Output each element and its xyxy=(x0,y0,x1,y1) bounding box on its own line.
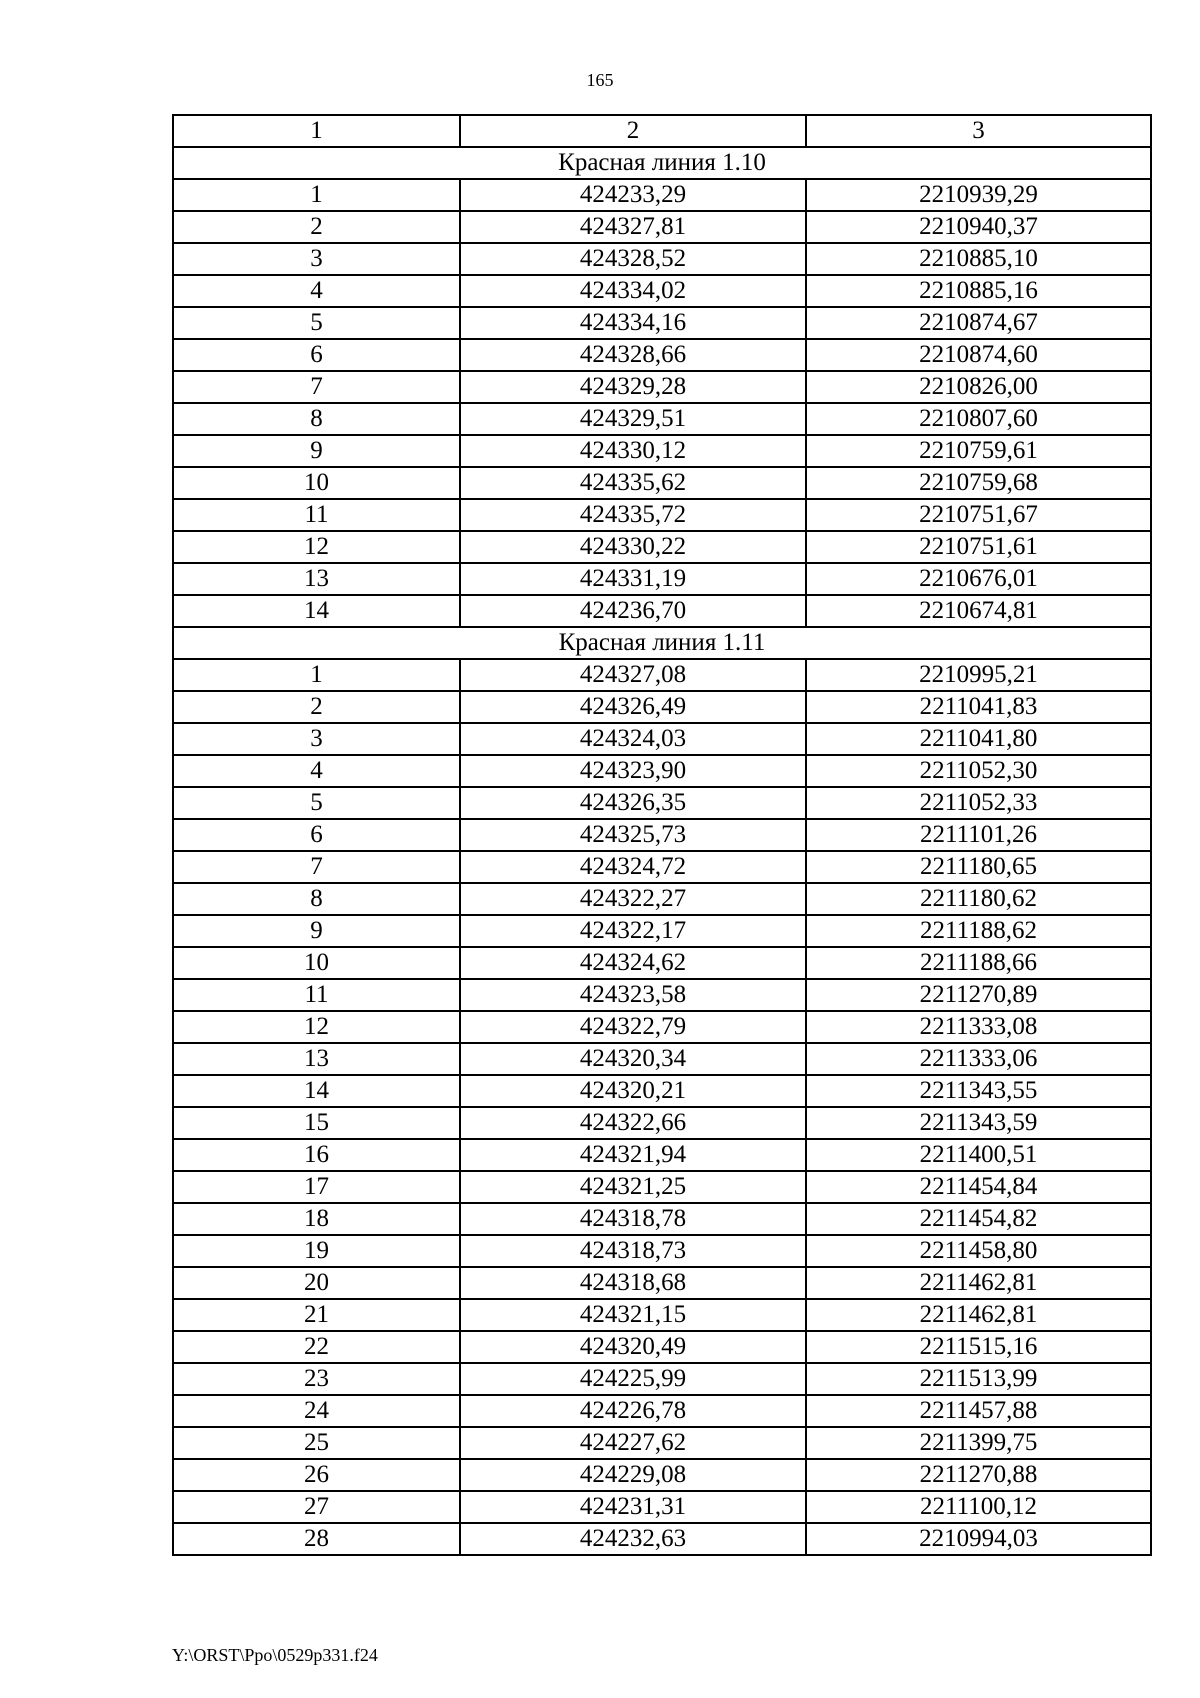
column-header: 2 xyxy=(460,115,806,147)
section-title-row xyxy=(173,147,1151,179)
x-coordinate-cell: 424324,72 xyxy=(460,851,806,883)
table-row xyxy=(173,595,1151,627)
point-number-cell: 16 xyxy=(173,1139,460,1171)
x-coordinate-cell: 424320,21 xyxy=(460,1075,806,1107)
y-coordinate-cell: 2211454,82 xyxy=(806,1203,1151,1235)
y-coordinate-cell: 2211462,81 xyxy=(806,1267,1151,1299)
table-row xyxy=(173,1235,1151,1267)
x-coordinate-cell: 424322,27 xyxy=(460,883,806,915)
x-coordinate-cell: 424320,34 xyxy=(460,1043,806,1075)
y-coordinate-cell: 2211041,80 xyxy=(806,723,1151,755)
y-coordinate-cell: 2210674,81 xyxy=(806,595,1151,627)
point-number-cell: 1 xyxy=(173,659,460,691)
y-coordinate-cell: 2210759,68 xyxy=(806,467,1151,499)
table-row xyxy=(173,179,1151,211)
table-row xyxy=(173,531,1151,563)
x-coordinate-cell: 424334,16 xyxy=(460,307,806,339)
y-coordinate-cell: 2211462,81 xyxy=(806,1299,1151,1331)
table-row xyxy=(173,915,1151,947)
y-coordinate-cell: 2210751,61 xyxy=(806,531,1151,563)
table-header-row xyxy=(173,115,1151,147)
table-row xyxy=(173,1267,1151,1299)
table-row xyxy=(173,499,1151,531)
coordinates-table xyxy=(172,114,1152,1556)
table-row xyxy=(173,947,1151,979)
y-coordinate-cell: 2211180,65 xyxy=(806,851,1151,883)
x-coordinate-cell: 424323,58 xyxy=(460,979,806,1011)
y-coordinate-cell: 2211515,16 xyxy=(806,1331,1151,1363)
table-row xyxy=(173,339,1151,371)
point-number-cell: 2 xyxy=(173,691,460,723)
x-coordinate-cell: 424318,73 xyxy=(460,1235,806,1267)
x-coordinate-cell: 424325,73 xyxy=(460,819,806,851)
column-header: 1 xyxy=(173,115,460,147)
table-row xyxy=(173,403,1151,435)
point-number-cell: 2 xyxy=(173,211,460,243)
table-row xyxy=(173,1299,1151,1331)
y-coordinate-cell: 2210874,67 xyxy=(806,307,1151,339)
y-coordinate-cell: 2211343,55 xyxy=(806,1075,1151,1107)
point-number-cell: 25 xyxy=(173,1427,460,1459)
table-row xyxy=(173,307,1151,339)
table-row xyxy=(173,1331,1151,1363)
table-row xyxy=(173,883,1151,915)
table-row xyxy=(173,659,1151,691)
y-coordinate-cell: 2210826,00 xyxy=(806,371,1151,403)
y-coordinate-cell: 2211100,12 xyxy=(806,1491,1151,1523)
x-coordinate-cell: 424320,49 xyxy=(460,1331,806,1363)
point-number-cell: 23 xyxy=(173,1363,460,1395)
table-row xyxy=(173,1043,1151,1075)
y-coordinate-cell: 2210940,37 xyxy=(806,211,1151,243)
y-coordinate-cell: 2210995,21 xyxy=(806,659,1151,691)
x-coordinate-cell: 424322,17 xyxy=(460,915,806,947)
point-number-cell: 14 xyxy=(173,595,460,627)
x-coordinate-cell: 424334,02 xyxy=(460,275,806,307)
x-coordinate-cell: 424330,12 xyxy=(460,435,806,467)
point-number-cell: 20 xyxy=(173,1267,460,1299)
table-row xyxy=(173,1395,1151,1427)
point-number-cell: 11 xyxy=(173,499,460,531)
y-coordinate-cell: 2210885,10 xyxy=(806,243,1151,275)
table-row xyxy=(173,275,1151,307)
y-coordinate-cell: 2211458,80 xyxy=(806,1235,1151,1267)
x-coordinate-cell: 424329,51 xyxy=(460,403,806,435)
page-number: 165 xyxy=(586,70,614,90)
point-number-cell: 3 xyxy=(173,243,460,275)
x-coordinate-cell: 424226,78 xyxy=(460,1395,806,1427)
point-number-cell: 4 xyxy=(173,275,460,307)
point-number-cell: 1 xyxy=(173,179,460,211)
x-coordinate-cell: 424323,90 xyxy=(460,755,806,787)
point-number-cell: 5 xyxy=(173,307,460,339)
table-body xyxy=(173,115,1151,1555)
y-coordinate-cell: 2211399,75 xyxy=(806,1427,1151,1459)
y-coordinate-cell: 2210807,60 xyxy=(806,403,1151,435)
x-coordinate-cell: 424318,68 xyxy=(460,1267,806,1299)
table-row xyxy=(173,371,1151,403)
point-number-cell: 10 xyxy=(173,947,460,979)
point-number-cell: 26 xyxy=(173,1459,460,1491)
point-number-cell: 6 xyxy=(173,339,460,371)
x-coordinate-cell: 424327,08 xyxy=(460,659,806,691)
table-row xyxy=(173,723,1151,755)
y-coordinate-cell: 2211343,59 xyxy=(806,1107,1151,1139)
section-title: Красная линия 1.10 xyxy=(173,147,1151,179)
y-coordinate-cell: 2211333,06 xyxy=(806,1043,1151,1075)
point-number-cell: 18 xyxy=(173,1203,460,1235)
x-coordinate-cell: 424324,62 xyxy=(460,947,806,979)
x-coordinate-cell: 424236,70 xyxy=(460,595,806,627)
y-coordinate-cell: 2211270,88 xyxy=(806,1459,1151,1491)
point-number-cell: 8 xyxy=(173,403,460,435)
table-row xyxy=(173,435,1151,467)
point-number-cell: 4 xyxy=(173,755,460,787)
x-coordinate-cell: 424330,22 xyxy=(460,531,806,563)
x-coordinate-cell: 424227,62 xyxy=(460,1427,806,1459)
x-coordinate-cell: 424331,19 xyxy=(460,563,806,595)
y-coordinate-cell: 2211052,30 xyxy=(806,755,1151,787)
x-coordinate-cell: 424322,79 xyxy=(460,1011,806,1043)
table-row xyxy=(173,755,1151,787)
y-coordinate-cell: 2211333,08 xyxy=(806,1011,1151,1043)
point-number-cell: 11 xyxy=(173,979,460,1011)
y-coordinate-cell: 2211041,83 xyxy=(806,691,1151,723)
y-coordinate-cell: 2211457,88 xyxy=(806,1395,1151,1427)
point-number-cell: 9 xyxy=(173,435,460,467)
x-coordinate-cell: 424321,25 xyxy=(460,1171,806,1203)
table-row xyxy=(173,1011,1151,1043)
point-number-cell: 10 xyxy=(173,467,460,499)
y-coordinate-cell: 2210874,60 xyxy=(806,339,1151,371)
section-title: Красная линия 1.11 xyxy=(173,627,1151,659)
point-number-cell: 3 xyxy=(173,723,460,755)
x-coordinate-cell: 424328,52 xyxy=(460,243,806,275)
y-coordinate-cell: 2211270,89 xyxy=(806,979,1151,1011)
y-coordinate-cell: 2211188,62 xyxy=(806,915,1151,947)
point-number-cell: 5 xyxy=(173,787,460,819)
table-row xyxy=(173,1523,1151,1555)
x-coordinate-cell: 424326,49 xyxy=(460,691,806,723)
y-coordinate-cell: 2210939,29 xyxy=(806,179,1151,211)
point-number-cell: 13 xyxy=(173,1043,460,1075)
point-number-cell: 22 xyxy=(173,1331,460,1363)
table-row xyxy=(173,467,1151,499)
x-coordinate-cell: 424225,99 xyxy=(460,1363,806,1395)
x-coordinate-cell: 424318,78 xyxy=(460,1203,806,1235)
point-number-cell: 28 xyxy=(173,1523,460,1555)
table-row xyxy=(173,851,1151,883)
x-coordinate-cell: 424326,35 xyxy=(460,787,806,819)
table-row xyxy=(173,1427,1151,1459)
x-coordinate-cell: 424335,62 xyxy=(460,467,806,499)
point-number-cell: 7 xyxy=(173,851,460,883)
point-number-cell: 27 xyxy=(173,1491,460,1523)
table-row xyxy=(173,1171,1151,1203)
x-coordinate-cell: 424229,08 xyxy=(460,1459,806,1491)
y-coordinate-cell: 2211180,62 xyxy=(806,883,1151,915)
y-coordinate-cell: 2211454,84 xyxy=(806,1171,1151,1203)
table-row xyxy=(173,1139,1151,1171)
table-row xyxy=(173,1075,1151,1107)
point-number-cell: 21 xyxy=(173,1299,460,1331)
point-number-cell: 14 xyxy=(173,1075,460,1107)
y-coordinate-cell: 2210751,67 xyxy=(806,499,1151,531)
point-number-cell: 12 xyxy=(173,1011,460,1043)
table-row xyxy=(173,563,1151,595)
point-number-cell: 8 xyxy=(173,883,460,915)
x-coordinate-cell: 424231,31 xyxy=(460,1491,806,1523)
point-number-cell: 15 xyxy=(173,1107,460,1139)
y-coordinate-cell: 2211400,51 xyxy=(806,1139,1151,1171)
x-coordinate-cell: 424335,72 xyxy=(460,499,806,531)
table-row xyxy=(173,691,1151,723)
x-coordinate-cell: 424322,66 xyxy=(460,1107,806,1139)
x-coordinate-cell: 424321,94 xyxy=(460,1139,806,1171)
footer-file-path: Y:\ORST\Ppo\0529p331.f24 xyxy=(172,1645,378,1665)
point-number-cell: 12 xyxy=(173,531,460,563)
point-number-cell: 19 xyxy=(173,1235,460,1267)
y-coordinate-cell: 2211513,99 xyxy=(806,1363,1151,1395)
section-title-row xyxy=(173,627,1151,659)
table-row xyxy=(173,819,1151,851)
y-coordinate-cell: 2211101,26 xyxy=(806,819,1151,851)
table-row xyxy=(173,1363,1151,1395)
x-coordinate-cell: 424327,81 xyxy=(460,211,806,243)
point-number-cell: 7 xyxy=(173,371,460,403)
point-number-cell: 13 xyxy=(173,563,460,595)
point-number-cell: 24 xyxy=(173,1395,460,1427)
point-number-cell: 9 xyxy=(173,915,460,947)
y-coordinate-cell: 2210759,61 xyxy=(806,435,1151,467)
table-row xyxy=(173,1107,1151,1139)
y-coordinate-cell: 2210676,01 xyxy=(806,563,1151,595)
table-row xyxy=(173,243,1151,275)
table-row xyxy=(173,1491,1151,1523)
point-number-cell: 6 xyxy=(173,819,460,851)
x-coordinate-cell: 424324,03 xyxy=(460,723,806,755)
table-row xyxy=(173,979,1151,1011)
table-row xyxy=(173,211,1151,243)
y-coordinate-cell: 2210885,16 xyxy=(806,275,1151,307)
point-number-cell: 17 xyxy=(173,1171,460,1203)
y-coordinate-cell: 2211188,66 xyxy=(806,947,1151,979)
column-header: 3 xyxy=(806,115,1151,147)
y-coordinate-cell: 2211052,33 xyxy=(806,787,1151,819)
x-coordinate-cell: 424328,66 xyxy=(460,339,806,371)
x-coordinate-cell: 424321,15 xyxy=(460,1299,806,1331)
table-row xyxy=(173,1203,1151,1235)
x-coordinate-cell: 424233,29 xyxy=(460,179,806,211)
table-row xyxy=(173,787,1151,819)
y-coordinate-cell: 2210994,03 xyxy=(806,1523,1151,1555)
x-coordinate-cell: 424329,28 xyxy=(460,371,806,403)
x-coordinate-cell: 424232,63 xyxy=(460,1523,806,1555)
table-row xyxy=(173,1459,1151,1491)
